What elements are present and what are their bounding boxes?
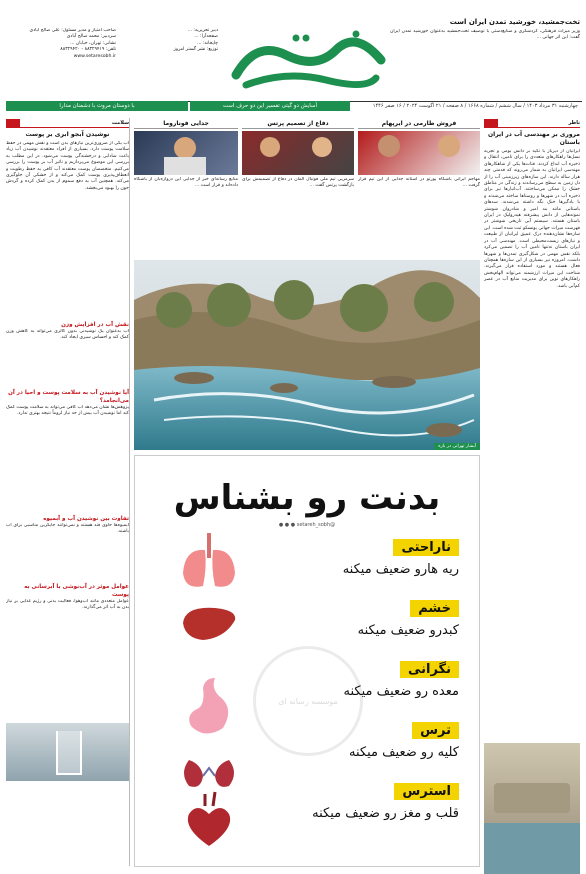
- right-section-tag: [484, 118, 580, 128]
- advertisement: [134, 455, 480, 867]
- sports-body-3: مهاجم ایرانی باشگاه پورتو در آستانه جدایی از این تیم قرار گرفت ...: [358, 177, 480, 189]
- organs-illustration: [175, 528, 245, 858]
- health-body-3: پژوهش‌ها نشان می‌دهد آب کافی می‌تواند به سلامت پوست کمک کند اما نوشیدن آب بیش از حد نیاز لزوماً نتیجه بهتری ندارد.: [6, 405, 129, 417]
- player-photo-3: [358, 131, 480, 175]
- health-body-2: آب به‌عنوان یک نوشیدنی بدون کالری می‌تواند به کاهش وزن کمک کند و احساس سیری ایجاد کند.: [6, 329, 129, 341]
- sports-head-3: فروش طارمی در ایرپهام: [358, 118, 480, 129]
- heart-icon: [188, 792, 230, 846]
- lead-headline: تخت‌جمشید، خورشید تمدن ایران است: [449, 18, 580, 26]
- health-subhead-4: عوامل موثر در آب‌نوشی با آبرسانی به پوست: [24, 584, 129, 598]
- ad-line-heart: قلب و مغز رو ضعیف میکنه: [312, 806, 459, 821]
- ad-line-lungs: ریه هارو ضعیف میکنه: [342, 562, 459, 577]
- ad-title: بدنت رو بشناس: [173, 478, 441, 518]
- issue-date: چهارشنبه ۳۱ مرداد ۱۴۰۳ / سال ششم / شماره ۱۶۶۸ / ۸ صفحه / ۲۱ اگوست ۲۰۲۴ / ۱۶ صفر ۱۴۴۶: [372, 103, 578, 109]
- lungs-icon: [183, 533, 235, 587]
- ad-tag-stress: استرس: [394, 783, 459, 800]
- watermark-text: موسسه رسانه ای: [278, 696, 338, 706]
- newspaper-logo: [226, 20, 391, 96]
- water-engineering-column: [484, 118, 580, 866]
- sports-story-2: [242, 118, 354, 258]
- qanat-photo: [484, 743, 580, 874]
- health-subhead-1: نقش آب در افزایش وزن: [61, 322, 129, 328]
- ad-line-liver: کبدرو ضعیف میکنه: [357, 623, 459, 638]
- section-flag-icon: [6, 119, 20, 127]
- editorial-info: دبیر تحریریه: ... صفحه‌آرا: ... چاپخانه: ... توزیع: نشر گستر امروز: [173, 28, 218, 53]
- right-tag-label: ناظر: [568, 119, 580, 126]
- health-tag-label: سلامت: [111, 119, 129, 126]
- section-flag-icon: [484, 119, 498, 127]
- player-photo-1: [134, 131, 238, 175]
- liver-icon: [183, 608, 235, 640]
- sports-body-2: سرمربی تیم ملی فوتبال آلمان در دفاع از تصمیمش برای بازگشت پرتس گفت ...: [242, 177, 354, 189]
- lead-story: [390, 18, 580, 87]
- stomach-icon: [189, 678, 228, 734]
- river-photo: [134, 260, 480, 450]
- sports-head-1: جدایی فوناروما: [134, 118, 238, 129]
- ad-tag-anger: خشم: [410, 600, 459, 617]
- health-subhead-3: تفاوت بین نوشیدن آب و آبمیوه: [43, 516, 129, 522]
- right-body: ایرانیان از دیرباز با تکیه بر دانش بومی و تجربه نسل‌ها راهکارهای متعددی را برای تامین، انتقال و ذخیره آب ابداع کردند. قنات‌ها یکی از شاهکارهای مهندسی ایرانیان به شمار می‌روند که قدمتی چند هزار ساله دارند. این سازه‌های زیرزمینی آب را از دل زمین به سطح می‌رساندند و زندگی در مناطق خشک را ممکن می‌ساختند. آب‌انبارها نیز برای ذخیره آب در شهرها و روستاها ساخته می‌شدند و با بادگیرها خنک نگه داشته می‌شدند. سدهای باستانی مانند بند امیر و شادروان شوشتر نمونه‌هایی از دانش پیشرفته هیدرولیک در ایران باستان هستند. سیستم آبی تاریخی شوشتر در فهرست میراث جهانی یونسکو ثبت شده است. این سازه‌ها نشان‌دهنده درک عمیق ایرانیان از طبیعت و نیازهای زیست‌محیطی است. مهندسی آب در ایران باستان نه‌تنها تامین آب را تضمین می‌کرد بلکه نقش مهمی در شکل‌گیری تمدن‌ها و شهرها داشت. امروزه نیز بسیاری از این سازه‌ها همچنان فعال هستند و مورد استفاده قرار می‌گیرند. شناخت این میراث ارزشمند می‌تواند الهام‌بخش راهکارهای نوین برای مدیریت منابع آب در عصر کم‌آبی باشد.: [484, 149, 580, 289]
- ad-row-2: [239, 597, 459, 638]
- ad-row-1: [239, 536, 459, 577]
- health-body-1: آب یکی از ضروری‌ترین نیازهای بدن است و نقش مهمی در حفظ سلامت پوست دارد. بسیاری از افراد معتقدند نوشیدن آب زیاد باعث شادابی و درخشندگی پوست می‌شود. در این مطلب به بررسی این موضوع می‌پردازیم و تاثیر آب بر پوست را بررسی می‌کنیم. متخصصان پوست معتقدند آب کافی به حفظ رطوبت و انعطاف‌پذیری پوست کمک می‌کند و از خشکی آن جلوگیری می‌کند. همچنین آب به دفع سموم از بدن کمک کرده و گردش خون را بهبود می‌بخشد.: [6, 141, 129, 191]
- health-column: [6, 118, 130, 866]
- health-headline: نوشیدن آبجو ابری بر پوست: [25, 131, 110, 138]
- sports-body-1: منابع رسانه‌ای خبر از جدایی این دروازه‌بان از باشگاه داده‌اند و قرار است ...: [134, 177, 238, 189]
- publisher-info: صاحب امتیاز و مدیر مسئول: علی صالح آبادی سردبیر: محمد صالح آبادی نشانی: تهران، خیابان ... تلفن: ۸۸۳۲۹۴۱۹ - ۸۸۳۲۹۴۲۰ www.setaresobh.ir: [29, 28, 116, 59]
- ad-tag-worry: نگرانی: [400, 661, 459, 678]
- sports-head-2: دفاع از تصمیم پرتس: [242, 118, 354, 129]
- health-section-tag: [6, 118, 129, 128]
- right-headline: مروری بر مهندسی آب در ایران باستان: [488, 131, 580, 146]
- ad-row-5: [239, 780, 459, 821]
- player-photo-2: [242, 131, 354, 175]
- sports-story-3: [358, 118, 480, 258]
- ad-row-3: [239, 658, 459, 699]
- health-body-5: عوامل متعددی مانند آب‌وهوا، فعالیت بدنی و رژیم غذایی بر نیاز بدن به آب اثر می‌گذارند.: [6, 599, 129, 611]
- ad-social-handles: @setareh_sobh ● ● ●: [278, 522, 336, 528]
- lead-blurb: وزیر میراث فرهنگی، گردشگری و صنایع‌دستی با توصیف تخت‌جمشید به‌عنوان خورشید تمدن ایران گفت: این اثر جهانی ...: [390, 29, 580, 41]
- ad-tag-fear: ترس: [412, 722, 459, 739]
- right-body-text: ایرانیان از دیرباز با تکیه بر دانش بومی و تجربه نسل‌ها راهکارهای متعددی را برای تامین، انتقال و ذخیره آب ابداع کردند.: [484, 149, 580, 167]
- slogan-bar-right: آسایش دو گیتی تفسیر این دو حرف است: [190, 101, 350, 111]
- health-body-4: آبمیوه‌ها حاوی قند هستند و نمی‌توانند جایگزین مناسبی برای آب باشند.: [6, 523, 129, 535]
- photo-caption: آبشار تهرانی در بازه: [434, 443, 480, 450]
- ad-line-kidney: کلیه رو ضعیف میکنه: [349, 745, 459, 760]
- sports-section: [134, 118, 480, 258]
- health-subhead-2: آیا نوشیدن آب به سلامت پوست و احیا در آن می‌انجامد؟: [8, 390, 129, 404]
- kidneys-icon: [184, 760, 234, 787]
- ad-row-4: [239, 719, 459, 760]
- water-glass-image: [6, 723, 129, 781]
- ad-line-stomach: معده رو ضعیف میکنه: [343, 684, 459, 699]
- ad-rows: [239, 536, 459, 821]
- ad-tag-sadness: ناراحتی: [393, 539, 459, 556]
- slogan-bar-left: با دوستان مروت با دشمنان مدارا: [6, 101, 188, 111]
- sports-story-1: [134, 118, 238, 258]
